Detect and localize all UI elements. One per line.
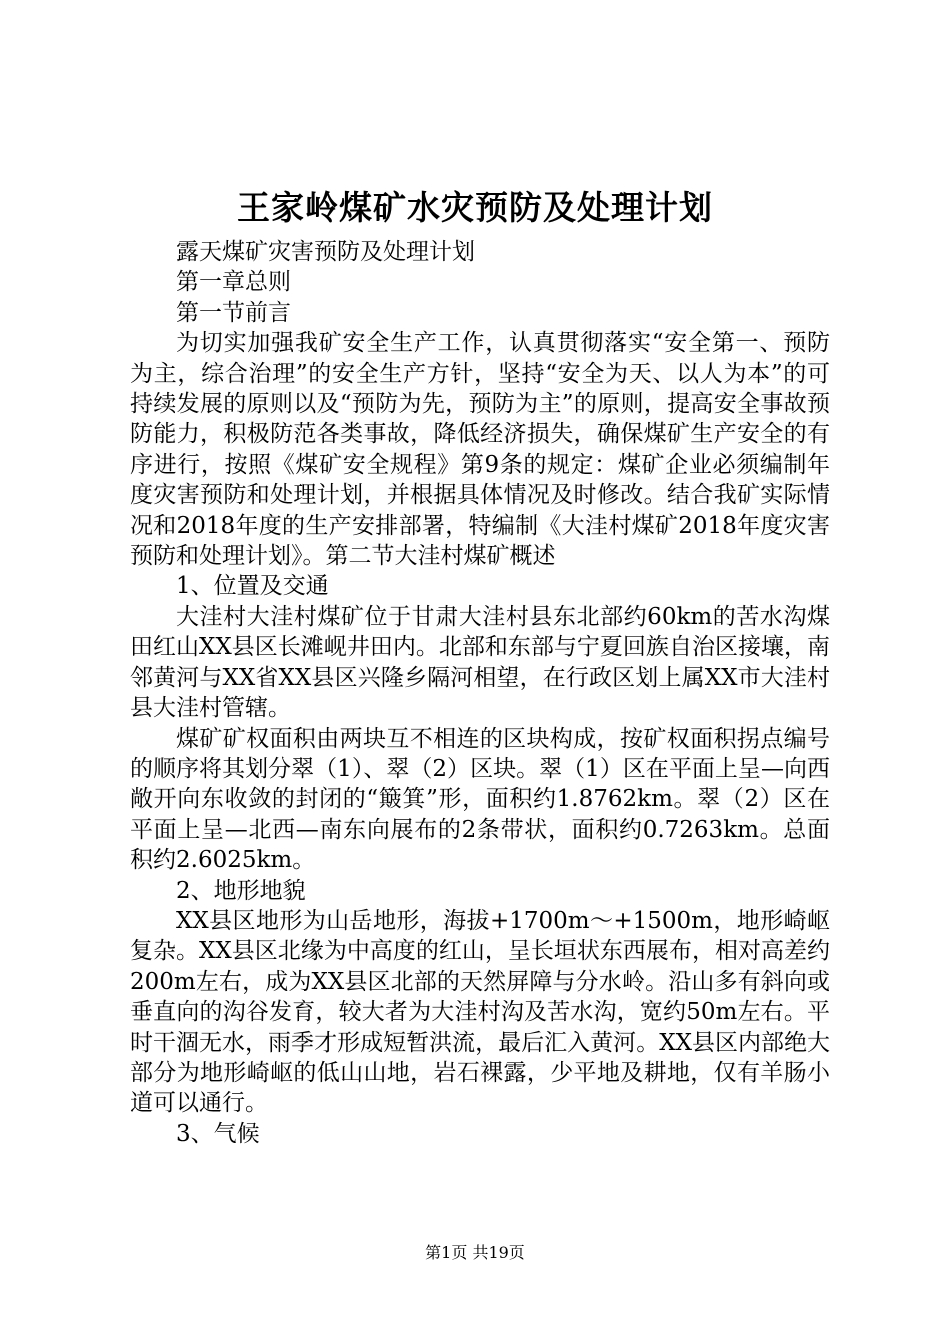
paragraph-location-heading: 1、位置及交通 [176, 573, 329, 600]
paragraph-area: 煤矿矿权面积由两块互不相连的区块构成，按矿权面积拐点编号的顺序将其划分翠（1）、翠（2）区块。翠（1）区在平面上呈—向西敞开向东收敛的封闭的“簸箕”形，面积约1.8762km。翠（2）区在平面上呈—北西—南东向展布的2条带状，面积约0.7263km。总面积约2.6025km。 [130, 725, 830, 874]
document-title: 王家岭煤矿水灾预防及处理计划 [237, 188, 713, 227]
paragraph-preface: 为切实加强我矿安全生产工作，认真贯彻落实“安全第一、预防为主，综合治理”的安全生产方针，坚持“安全为天、以人为本”的可持续发展的原则以及“预防为先，预防为主”的原则，提高安全事故预防能力，积极防范各类事故，降低经济损失，确保煤矿生产安全的有序进行，按照《煤矿安全规程》第9条的规定：煤矿企业必须编制年度灾害预防和处理计划，并根据具体情况及时修改。结合我矿实际情况和2018年度的生产安排部署，特编制《大洼村煤矿2018年度灾害预防和处理计划》。第二节大洼村煤矿概述 [130, 330, 830, 570]
paragraph-subtitle: 露天煤矿灾害预防及处理计划 [176, 239, 475, 265]
page-footer: 第1页 共19页 [425, 1243, 525, 1262]
paragraph-section-heading: 第一节前言 [176, 299, 291, 326]
document-body [130, 237, 830, 1149]
paragraph-climate-heading: 3、气候 [176, 1120, 260, 1147]
paragraph-terrain: XX县区地形为山岳地形，海拔+1700m～+1500m，地形崎岖复杂。XX县区北缘为中高度的红山，呈长垣状东西展布，相对高差约200m左右，成为XX县区北部的天然屏障与分水岭。沿山多有斜向或垂直向的沟谷发育，较大者为大洼村沟及苦水沟，宽约50m左右。平时干涸无水，雨季才形成短暂洪流，最后汇入黄河。XX县区内部绝大部分为地形崎岖的低山山地，岩石裸露，少平地及耕地，仅有羊肠小道可以通行。 [130, 907, 830, 1117]
paragraph-terrain-heading: 2、地形地貌 [176, 877, 306, 904]
paragraph-chapter-heading: 第一章总则 [176, 269, 291, 296]
paragraph-location: 大洼村大洼村煤矿位于甘肃大洼村县东北部约60km的苦水沟煤田红山XX县区长滩岘井田内。北部和东部与宁夏回族自治区接壤，南邻黄河与XX省XX县区兴隆乡隔河相望，在行政区划上属XX市大洼村县大洼村管辖。 [130, 603, 830, 722]
